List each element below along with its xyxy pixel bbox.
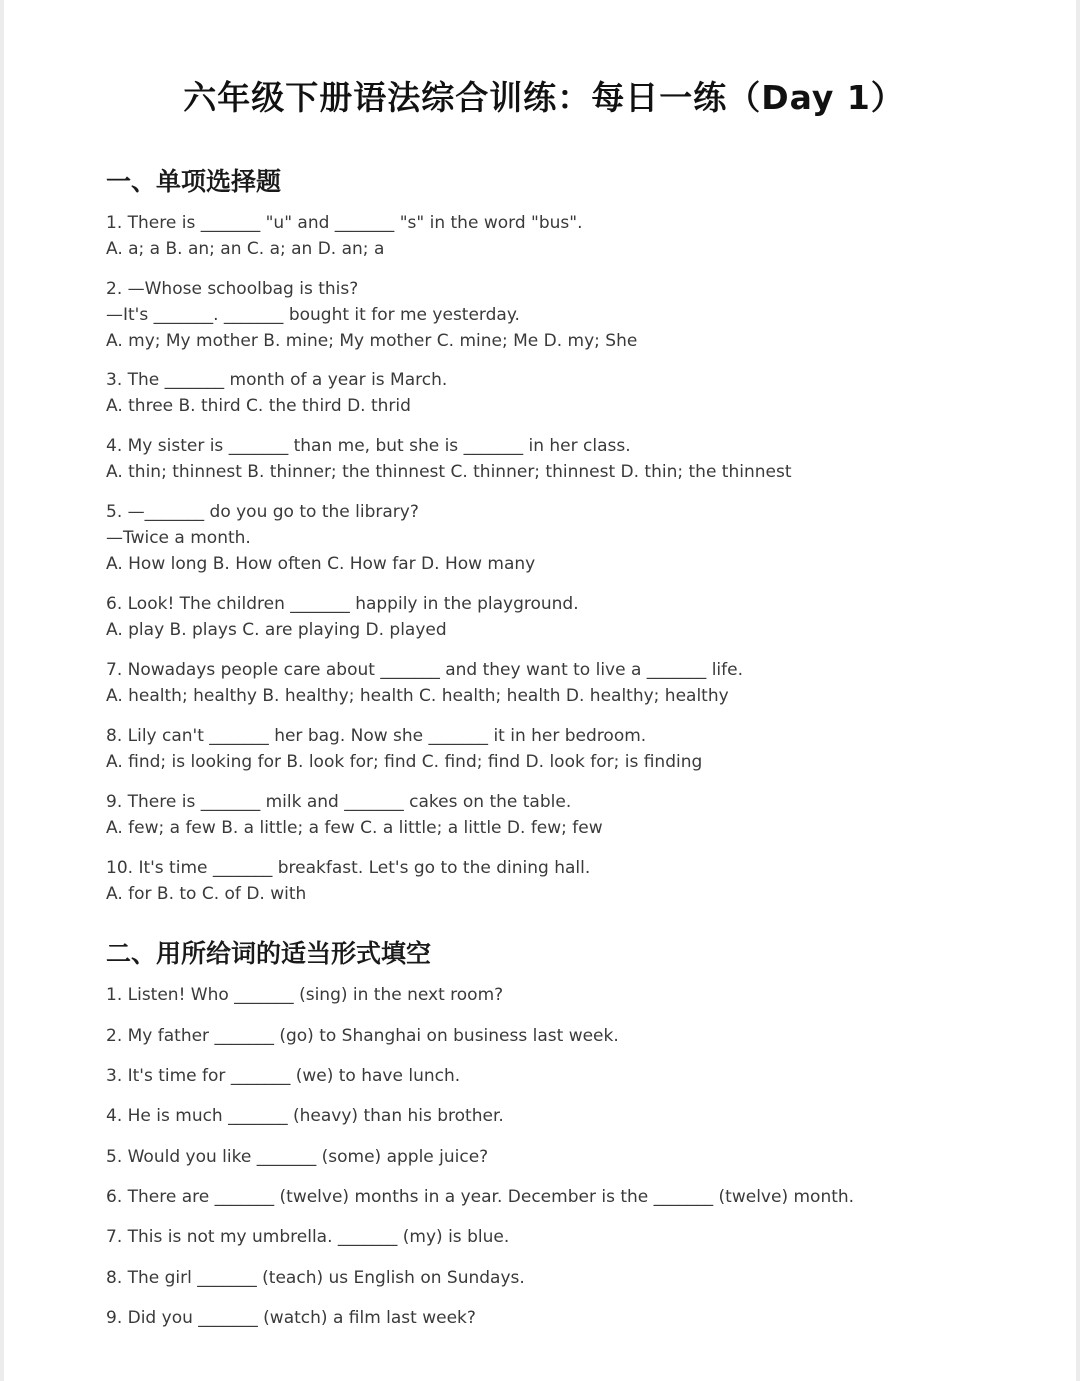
page-title: 六年级下册语法综合训练：每日一练（Day 1） <box>183 78 905 117</box>
question-options: A. How long B. How often C. How far D. How many <box>106 554 536 574</box>
question-text: 9. There is _______ milk and _______ cakes on the table. <box>106 792 572 812</box>
question-text: 8. The girl _______ (teach) us English on Sundays. <box>106 1268 525 1288</box>
s2-question-6 <box>106 1184 1006 1210</box>
question-options: A. for B. to C. of D. with <box>106 884 307 904</box>
question-text: 4. My sister is _______ than me, but she is _______ in her class. <box>106 436 631 456</box>
question-text: —Twice a month. <box>106 528 251 548</box>
question-text: 1. Listen! Who _______ (sing) in the next room? <box>106 985 504 1005</box>
s1-question-10 <box>106 855 1006 907</box>
question-text: 2. My father _______ (go) to Shanghai on business last week. <box>106 1026 619 1046</box>
s2-question-5 <box>106 1144 1006 1170</box>
question-options: A. my; My mother B. mine; My mother C. mine; Me D. my; She <box>106 331 638 351</box>
question-options: A. three B. third C. the third D. thrid <box>106 396 411 416</box>
question-text: 7. This is not my umbrella. _______ (my) is blue. <box>106 1227 510 1247</box>
s2-question-8 <box>106 1265 1006 1291</box>
question-options: A. health; healthy B. healthy; health C. health; health D. healthy; healthy <box>106 686 729 706</box>
s2-question-4 <box>106 1103 1006 1129</box>
question-options: A. a; a B. an; an C. a; an D. an; a <box>106 239 385 259</box>
question-text: 10. It's time _______ breakfast. Let's go to the dining hall. <box>106 858 591 878</box>
section-2-heading: 二、用所给词的适当形式填空 <box>106 939 432 968</box>
s1-question-7 <box>106 657 1006 709</box>
s2-question-9 <box>106 1305 1006 1331</box>
question-text: 8. Lily can't _______ her bag. Now she _______ it in her bedroom. <box>106 726 647 746</box>
question-options: A. few; a few B. a little; a few C. a little; a little D. few; few <box>106 818 603 838</box>
question-options: A. play B. plays C. are playing D. played <box>106 620 447 640</box>
question-text: —It's _______. _______ bought it for me yesterday. <box>106 305 520 325</box>
question-text: 4. He is much _______ (heavy) than his brother. <box>106 1106 504 1126</box>
question-text: 6. Look! The children _______ happily in the playground. <box>106 594 579 614</box>
question-options: A. find; is looking for B. look for; find C. find; find D. look for; is finding <box>106 752 703 772</box>
s1-question-1 <box>106 210 1006 262</box>
question-text: 1. There is _______ "u" and _______ "s" in the word "bus". <box>106 213 583 233</box>
question-text: 3. It's time for _______ (we) to have lunch. <box>106 1066 461 1086</box>
s1-question-5 <box>106 499 1006 577</box>
question-text: 9. Did you _______ (watch) a film last week? <box>106 1308 476 1328</box>
s1-question-3 <box>106 367 1006 419</box>
question-text: 7. Nowadays people care about _______ and they want to live a _______ life. <box>106 660 743 680</box>
s2-question-1 <box>106 982 1006 1008</box>
question-options: A. thin; thinnest B. thinner; the thinnest C. thinner; thinnest D. thin; the thinnest <box>106 462 792 482</box>
question-text: 2. —Whose schoolbag is this? <box>106 279 359 299</box>
s2-question-2 <box>106 1023 1006 1049</box>
s2-question-7 <box>106 1224 1006 1250</box>
question-text: 5. Would you like _______ (some) apple juice? <box>106 1147 489 1167</box>
section-1-heading: 一、单项选择题 <box>106 167 282 196</box>
question-text: 3. The _______ month of a year is March. <box>106 370 448 390</box>
question-text: 5. —_______ do you go to the library? <box>106 502 419 522</box>
s1-question-8 <box>106 723 1006 775</box>
s1-question-9 <box>106 789 1006 841</box>
s1-question-2 <box>106 276 1006 354</box>
s1-question-6 <box>106 591 1006 643</box>
question-text: 6. There are _______ (twelve) months in a year. December is the _______ (twelve) month. <box>106 1187 855 1207</box>
s2-question-3 <box>106 1063 1006 1089</box>
s1-question-4 <box>106 433 1006 485</box>
